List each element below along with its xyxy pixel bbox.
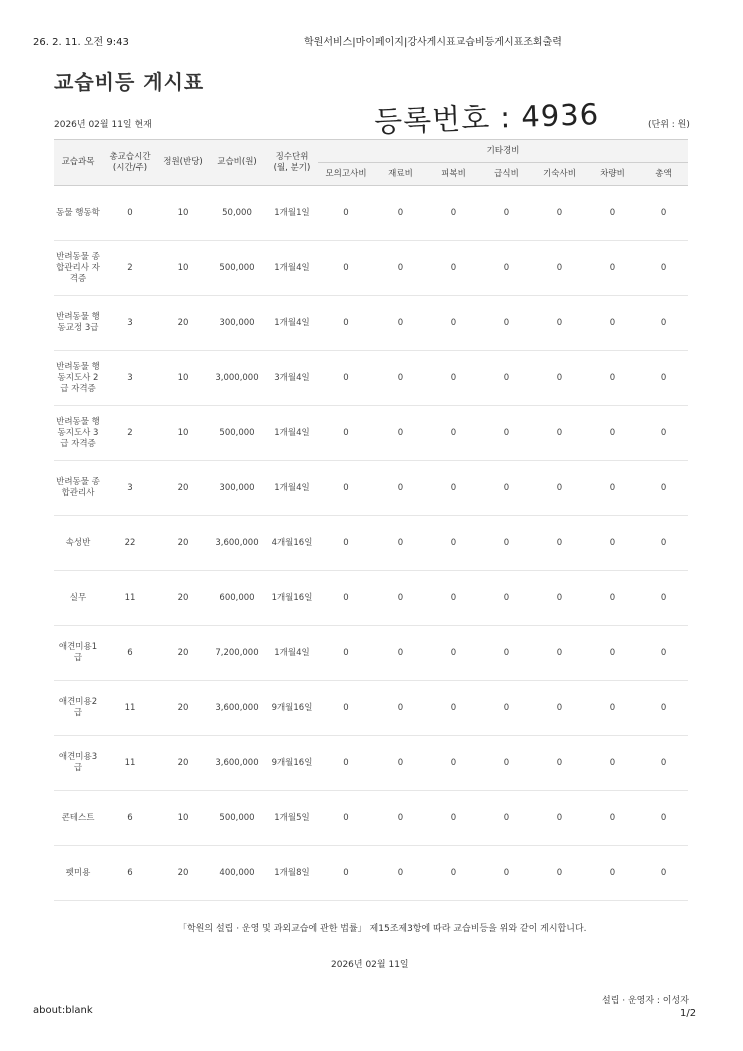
- extra-cost-cell: 0: [480, 516, 533, 571]
- capacity-cell: 10: [158, 406, 208, 461]
- extra-cost-cell: 0: [480, 736, 533, 791]
- extra-cost-cell: 0: [427, 296, 480, 351]
- header-hours-text: 총교습시간(시간/주): [109, 151, 151, 173]
- print-datetime: 26. 2. 11. 오전 9:43: [33, 37, 129, 48]
- hours-cell: 22: [102, 516, 158, 571]
- extra-cost-cell: 0: [318, 791, 374, 846]
- extra-cost-cell: 0: [318, 296, 374, 351]
- hours-cell: 2: [102, 406, 158, 461]
- extra-cost-cell: 0: [533, 461, 586, 516]
- footer-date: 2026년 02월 11일: [331, 960, 409, 970]
- header-extra-1: 재료비: [374, 163, 427, 186]
- header-extra-6: 총액: [639, 163, 688, 186]
- extra-cost-cell: 0: [639, 571, 688, 626]
- capacity-cell: 20: [158, 516, 208, 571]
- extra-cost-cell: 0: [586, 791, 639, 846]
- fee-cell: 300,000: [208, 461, 266, 516]
- law-notice: 「학원의 설립 · 운영 및 과외교습에 관한 법률」 제15조제3항에 따라 교습비등을 위와 같이 게시합니다.: [178, 924, 587, 934]
- extra-cost-cell: 0: [586, 516, 639, 571]
- extra-cost-cell: 0: [533, 626, 586, 681]
- extra-cost-cell: 0: [427, 681, 480, 736]
- fee-board-table: [54, 139, 688, 901]
- table-row: [54, 846, 688, 901]
- extra-cost-cell: 0: [374, 571, 427, 626]
- extra-cost-cell: 0: [639, 516, 688, 571]
- period-cell: 1개월4일: [266, 406, 318, 461]
- header-extra-5: 차량비: [586, 163, 639, 186]
- table-row: [54, 351, 688, 406]
- extra-cost-cell: 0: [318, 846, 374, 901]
- capacity-cell: 20: [158, 736, 208, 791]
- extra-cost-cell: 0: [639, 461, 688, 516]
- hours-cell: 11: [102, 681, 158, 736]
- course-cell: 반려동물 종합관리사 자격증: [54, 241, 102, 296]
- print-page-title: 학원서비스|마이페이지|강사게시표교습비등게시표조회출력: [304, 37, 562, 48]
- extra-cost-cell: 0: [586, 681, 639, 736]
- table-row: [54, 186, 688, 241]
- capacity-cell: 20: [158, 296, 208, 351]
- extra-cost-cell: 0: [480, 241, 533, 296]
- fee-cell: 7,200,000: [208, 626, 266, 681]
- extra-cost-cell: 0: [374, 461, 427, 516]
- capacity-cell: 10: [158, 241, 208, 296]
- hours-cell: 11: [102, 571, 158, 626]
- period-cell: 1개월5일: [266, 791, 318, 846]
- extra-cost-cell: 0: [374, 626, 427, 681]
- course-cell: 반려동물 행동지도사 3급 자격증: [54, 406, 102, 461]
- extra-cost-cell: 0: [374, 516, 427, 571]
- extra-cost-cell: 0: [480, 351, 533, 406]
- hours-cell: 2: [102, 241, 158, 296]
- extra-cost-cell: 0: [533, 846, 586, 901]
- header-extra-4: 기숙사비: [533, 163, 586, 186]
- extra-cost-cell: 0: [374, 791, 427, 846]
- hours-cell: 11: [102, 736, 158, 791]
- header-extra-0: 모의고사비: [318, 163, 374, 186]
- extra-cost-cell: 0: [586, 846, 639, 901]
- period-cell: 4개월16일: [266, 516, 318, 571]
- unit-label: (단위 : 원): [648, 120, 690, 130]
- extra-cost-cell: 0: [533, 736, 586, 791]
- table-row: [54, 791, 688, 846]
- extra-cost-cell: 0: [639, 846, 688, 901]
- extra-cost-cell: 0: [427, 241, 480, 296]
- extra-cost-cell: 0: [639, 296, 688, 351]
- capacity-cell: 10: [158, 351, 208, 406]
- extra-cost-cell: 0: [480, 406, 533, 461]
- extra-cost-cell: 0: [533, 571, 586, 626]
- extra-cost-cell: 0: [586, 626, 639, 681]
- header-course: 교습과목: [54, 140, 102, 186]
- capacity-cell: 20: [158, 846, 208, 901]
- extra-cost-cell: 0: [480, 791, 533, 846]
- extra-cost-cell: 0: [318, 626, 374, 681]
- table-row: [54, 406, 688, 461]
- capacity-cell: 10: [158, 791, 208, 846]
- period-cell: 1개월4일: [266, 626, 318, 681]
- course-cell: 속성반: [54, 516, 102, 571]
- extra-cost-cell: 0: [480, 461, 533, 516]
- fee-cell: 400,000: [208, 846, 266, 901]
- extra-cost-cell: 0: [318, 736, 374, 791]
- extra-cost-cell: 0: [533, 681, 586, 736]
- hours-cell: 3: [102, 461, 158, 516]
- extra-cost-cell: 0: [427, 736, 480, 791]
- hours-cell: 3: [102, 351, 158, 406]
- extra-cost-cell: 0: [480, 626, 533, 681]
- table-row: [54, 241, 688, 296]
- print-url: about:blank: [33, 1005, 93, 1016]
- extra-cost-cell: 0: [533, 791, 586, 846]
- extra-cost-cell: 0: [586, 461, 639, 516]
- capacity-cell: 20: [158, 571, 208, 626]
- extra-cost-cell: 0: [533, 186, 586, 241]
- period-cell: 1개월4일: [266, 296, 318, 351]
- header-period-text: 징수단위(월, 분기): [273, 151, 311, 173]
- extra-cost-cell: 0: [533, 406, 586, 461]
- table-row: [54, 296, 688, 351]
- extra-cost-cell: 0: [639, 406, 688, 461]
- hours-cell: 6: [102, 846, 158, 901]
- table-row: [54, 571, 688, 626]
- period-cell: 1개월4일: [266, 461, 318, 516]
- capacity-cell: 20: [158, 681, 208, 736]
- extra-cost-cell: 0: [318, 351, 374, 406]
- fee-cell: 500,000: [208, 791, 266, 846]
- extra-cost-cell: 0: [586, 241, 639, 296]
- hours-cell: 0: [102, 186, 158, 241]
- extra-cost-cell: 0: [639, 681, 688, 736]
- extra-cost-cell: 0: [639, 791, 688, 846]
- header-extra-3: 급식비: [480, 163, 533, 186]
- extra-cost-cell: 0: [639, 241, 688, 296]
- course-cell: 콘테스트: [54, 791, 102, 846]
- extra-cost-cell: 0: [374, 736, 427, 791]
- hours-cell: 6: [102, 626, 158, 681]
- extra-cost-cell: 0: [427, 626, 480, 681]
- course-cell: 동물 행동학: [54, 186, 102, 241]
- extra-cost-cell: 0: [639, 186, 688, 241]
- extra-cost-cell: 0: [639, 351, 688, 406]
- course-cell: 애견미용1급: [54, 626, 102, 681]
- fee-cell: 50,000: [208, 186, 266, 241]
- fee-cell: 3,600,000: [208, 736, 266, 791]
- fee-cell: 300,000: [208, 296, 266, 351]
- header-hours: [102, 140, 158, 186]
- extra-cost-cell: 0: [318, 406, 374, 461]
- extra-cost-cell: 0: [318, 461, 374, 516]
- extra-cost-cell: 0: [533, 241, 586, 296]
- extra-cost-cell: 0: [318, 681, 374, 736]
- header-period: [266, 140, 318, 186]
- extra-cost-cell: 0: [586, 296, 639, 351]
- fee-cell: 500,000: [208, 241, 266, 296]
- course-cell: 애견미용2급: [54, 681, 102, 736]
- registration-number-handwritten: 등록번호 : 4936: [373, 97, 600, 139]
- capacity-cell: 10: [158, 186, 208, 241]
- period-cell: 1개월1일: [266, 186, 318, 241]
- extra-cost-cell: 0: [427, 186, 480, 241]
- extra-cost-cell: 0: [374, 846, 427, 901]
- table-row: [54, 626, 688, 681]
- extra-cost-cell: 0: [586, 351, 639, 406]
- extra-cost-cell: 0: [427, 516, 480, 571]
- header-capacity: 정원(반당): [158, 140, 208, 186]
- operator-name: 설립 · 운영자 : 이성자: [602, 996, 689, 1006]
- capacity-cell: 20: [158, 461, 208, 516]
- extra-cost-cell: 0: [533, 296, 586, 351]
- extra-cost-cell: 0: [586, 736, 639, 791]
- period-cell: 1개월16일: [266, 571, 318, 626]
- course-cell: 반려동물 행동지도사 2급 자격증: [54, 351, 102, 406]
- course-cell: 애견미용3급: [54, 736, 102, 791]
- extra-cost-cell: 0: [427, 791, 480, 846]
- extra-cost-cell: 0: [318, 571, 374, 626]
- extra-cost-cell: 0: [533, 516, 586, 571]
- extra-cost-cell: 0: [586, 186, 639, 241]
- period-cell: 3개월4일: [266, 351, 318, 406]
- table-row: [54, 516, 688, 571]
- extra-cost-cell: 0: [427, 846, 480, 901]
- course-cell: 펫미용: [54, 846, 102, 901]
- period-cell: 9개월16일: [266, 681, 318, 736]
- hours-cell: 6: [102, 791, 158, 846]
- extra-cost-cell: 0: [374, 351, 427, 406]
- header-extra-2: 피복비: [427, 163, 480, 186]
- course-cell: 실무: [54, 571, 102, 626]
- extra-cost-cell: 0: [427, 351, 480, 406]
- extra-cost-cell: 0: [427, 571, 480, 626]
- extra-cost-cell: 0: [639, 736, 688, 791]
- extra-cost-cell: 0: [533, 351, 586, 406]
- table-row: [54, 681, 688, 736]
- fee-cell: 3,000,000: [208, 351, 266, 406]
- period-cell: 9개월16일: [266, 736, 318, 791]
- extra-cost-cell: 0: [639, 626, 688, 681]
- extra-cost-cell: 0: [374, 241, 427, 296]
- fee-cell: 600,000: [208, 571, 266, 626]
- table-row: [54, 461, 688, 516]
- extra-cost-cell: 0: [480, 846, 533, 901]
- page-title: 교습비등 게시표: [54, 70, 205, 94]
- extra-cost-cell: 0: [480, 571, 533, 626]
- as-of-date: 2026년 02월 11일 현재: [54, 120, 152, 130]
- course-cell: 반려동물 행동교정 3급: [54, 296, 102, 351]
- course-cell: 반려동물 종합관리사: [54, 461, 102, 516]
- extra-cost-cell: 0: [586, 406, 639, 461]
- extra-cost-cell: 0: [374, 296, 427, 351]
- fee-cell: 500,000: [208, 406, 266, 461]
- extra-cost-cell: 0: [374, 406, 427, 461]
- header-fee: 교습비(원): [208, 140, 266, 186]
- fee-cell: 3,600,000: [208, 516, 266, 571]
- extra-cost-cell: 0: [318, 241, 374, 296]
- extra-cost-cell: 0: [480, 296, 533, 351]
- extra-cost-cell: 0: [427, 406, 480, 461]
- print-page-number: 1/2: [680, 1008, 697, 1019]
- capacity-cell: 20: [158, 626, 208, 681]
- extra-cost-cell: 0: [374, 186, 427, 241]
- period-cell: 1개월8일: [266, 846, 318, 901]
- hours-cell: 3: [102, 296, 158, 351]
- fee-cell: 3,600,000: [208, 681, 266, 736]
- extra-cost-cell: 0: [480, 186, 533, 241]
- header-extra-group: 기타경비: [318, 140, 688, 163]
- extra-cost-cell: 0: [427, 461, 480, 516]
- extra-cost-cell: 0: [318, 516, 374, 571]
- period-cell: 1개월4일: [266, 241, 318, 296]
- extra-cost-cell: 0: [586, 571, 639, 626]
- table-row: [54, 736, 688, 791]
- extra-cost-cell: 0: [374, 681, 427, 736]
- extra-cost-cell: 0: [318, 186, 374, 241]
- extra-cost-cell: 0: [480, 681, 533, 736]
